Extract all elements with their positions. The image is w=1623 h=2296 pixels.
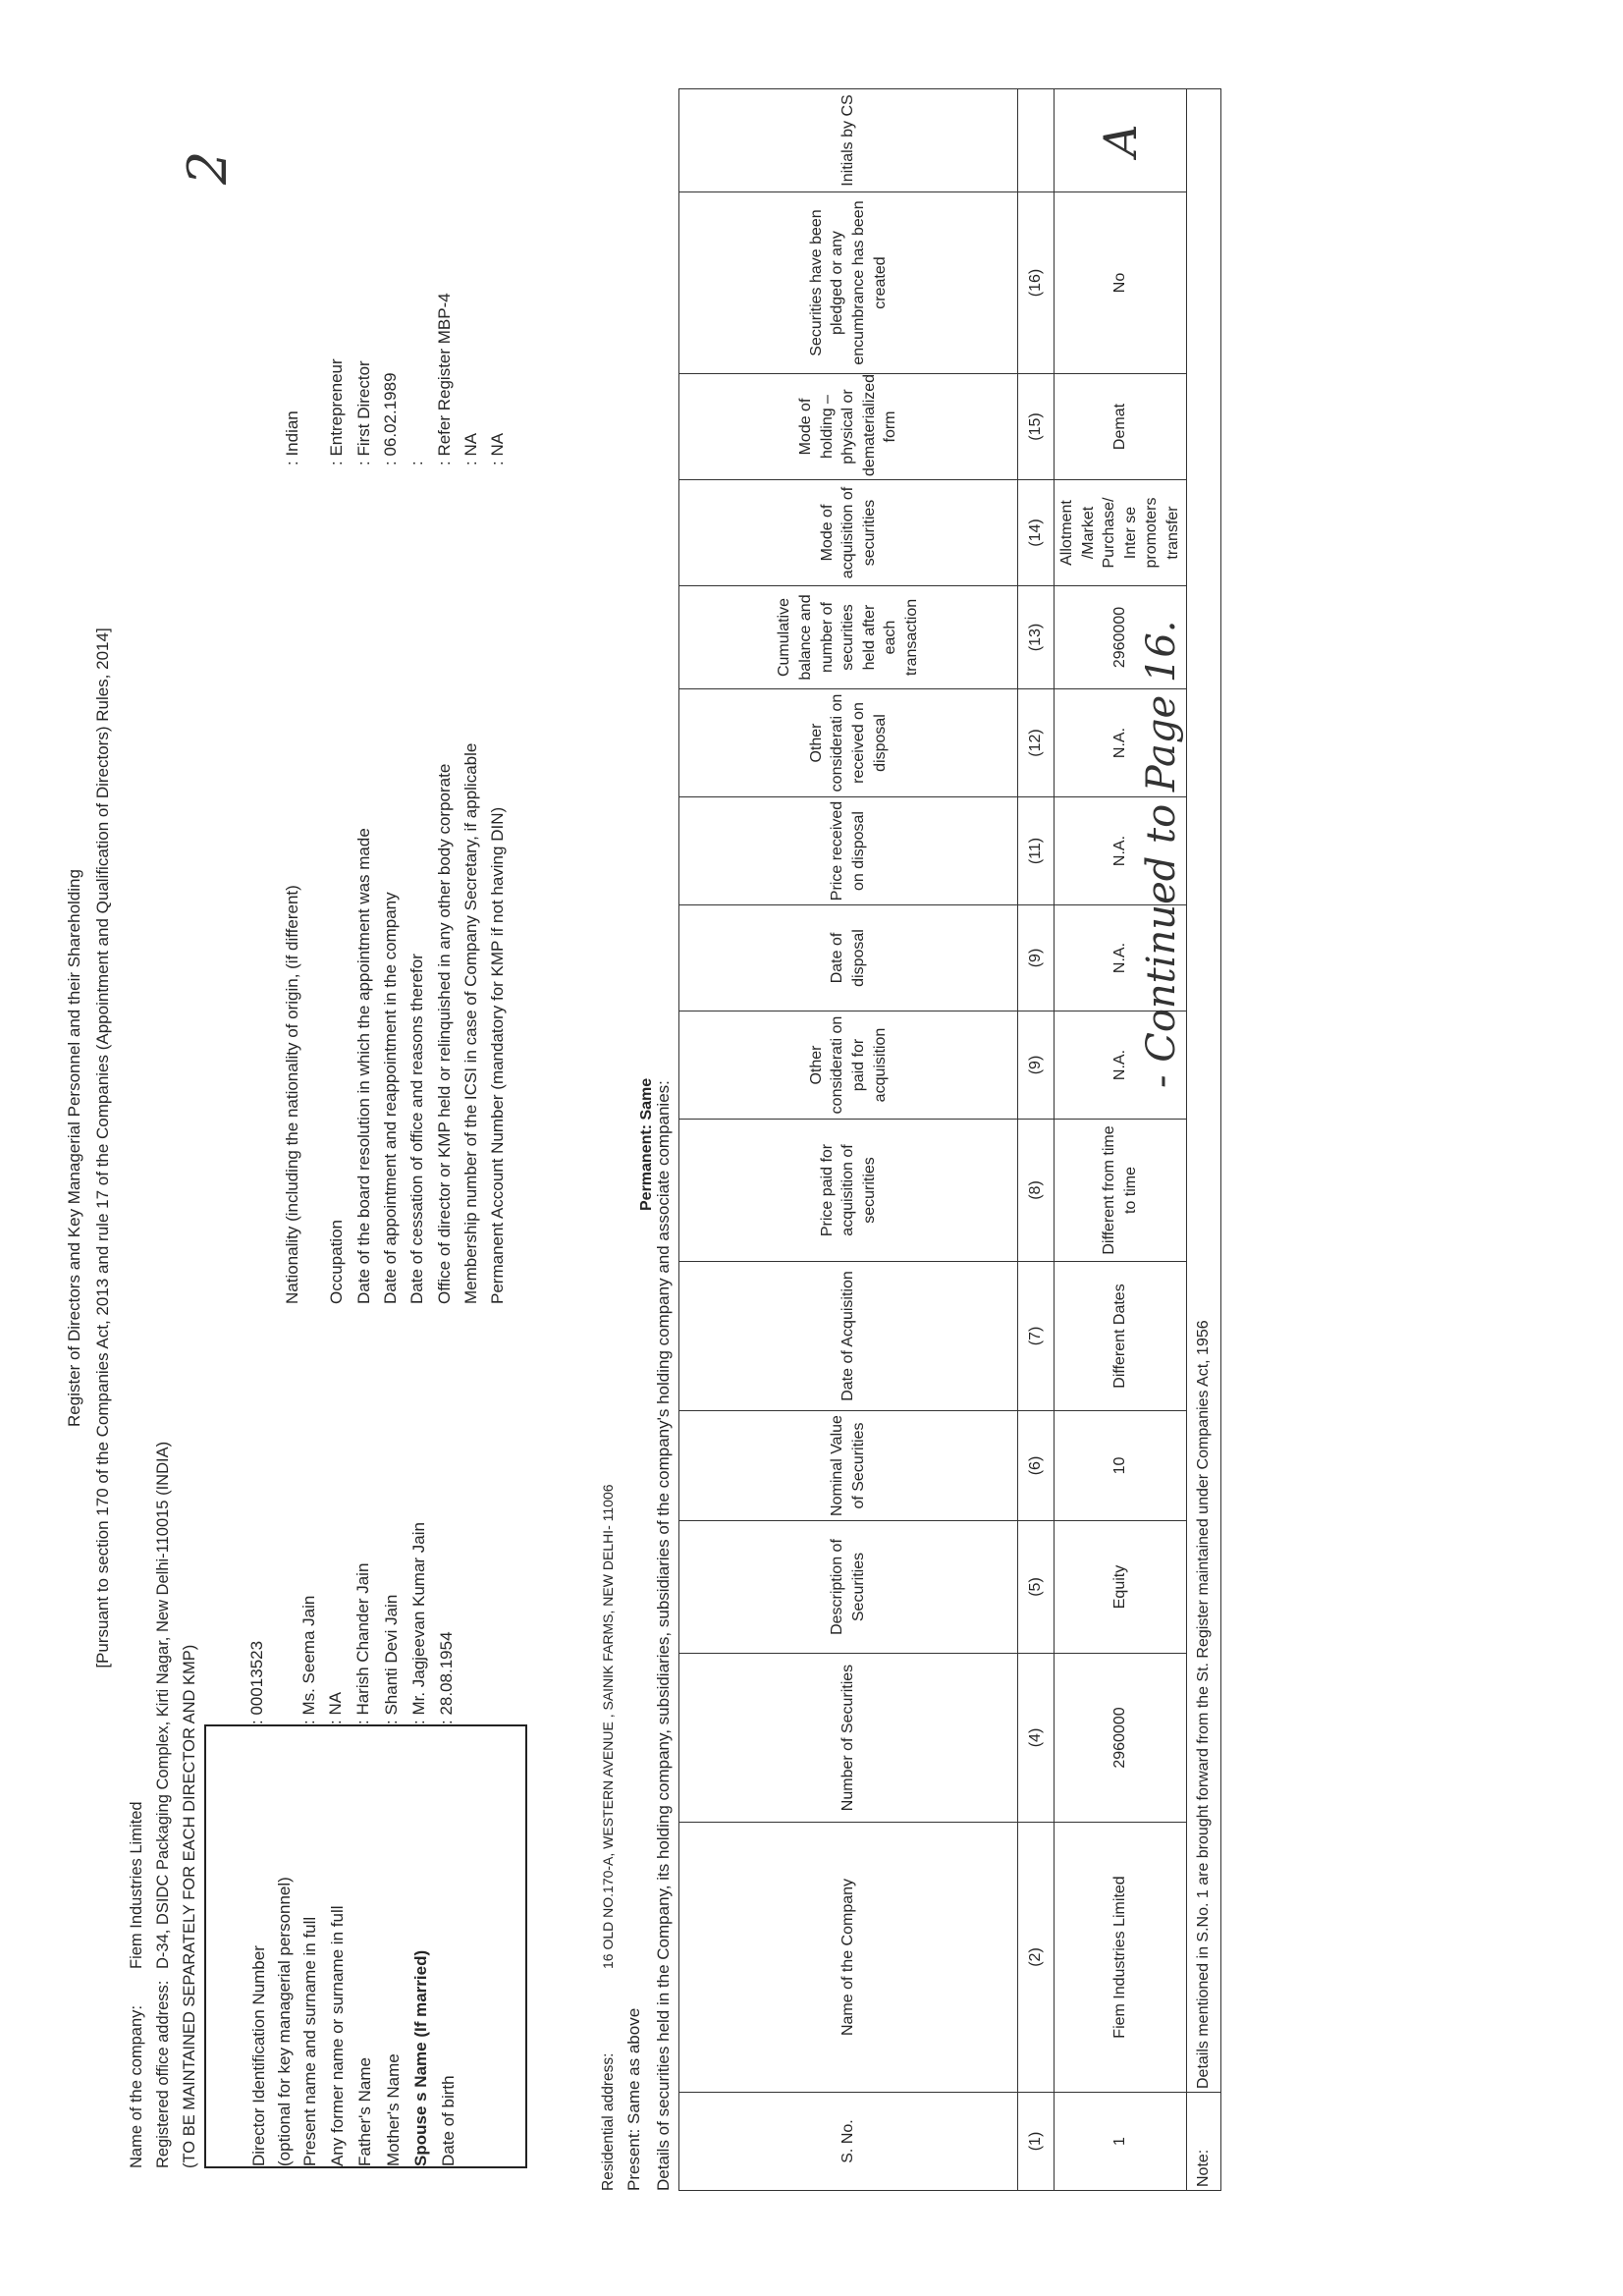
- column-number: (5): [1018, 1521, 1055, 1654]
- cell-nominal-value: 10: [1055, 1411, 1187, 1521]
- register-subtitle: [Pursuant to section 170 of the Companies Act, 2013 and rule 17 of the Companies (Appointment and Qualification of Directors) Rules, 2014]: [93, 628, 112, 1668]
- former-name-value: : NA: [326, 1691, 345, 1724]
- column-number-row: [1018, 89, 1055, 2191]
- header-mode-of-holding: Mode of holding – physical or dematerialized form: [679, 374, 1018, 480]
- company-name-label: Name of the company:: [128, 2005, 145, 2168]
- residential-label: Residential address:: [600, 2052, 617, 2191]
- header-initials: Initials by CS: [679, 89, 1018, 192]
- cell-mode-of-acquisition: Allotment /Market Purchase/ Inter se promoters transfer: [1055, 480, 1187, 586]
- residential-value: 16 OLD NO.170-A, WESTERN AVENUE , SAINIK FARMS, NEW DELHI- 11006: [600, 1484, 616, 1969]
- former-name-label: Any former name or surname in full: [328, 1905, 347, 2166]
- header-mode-of-acquisition: Mode of acquisition of securities: [679, 480, 1018, 586]
- nationality-value: : Indian: [283, 410, 301, 465]
- cell-cumulative-balance: 2960000: [1055, 586, 1187, 689]
- header-number-of-securities: Number of Securities: [679, 1654, 1018, 1823]
- father-name-label: Father's Name: [355, 2057, 374, 2166]
- securities-table: [678, 88, 1221, 2191]
- column-number: (2): [1018, 1823, 1055, 2093]
- cell-other-consideration-paid: N.A.: [1055, 1011, 1187, 1120]
- cell-pledged: No: [1055, 192, 1187, 374]
- column-number: (4): [1018, 1654, 1055, 1823]
- column-number: (12): [1018, 689, 1055, 797]
- header-acquisition-date: Date of Acquisition: [679, 1262, 1018, 1411]
- column-number: (13): [1018, 586, 1055, 689]
- header-other-consideration-received: Other considerati on received on disposal: [679, 689, 1018, 797]
- company-name-value: Fiem Industries Limited: [128, 1801, 145, 1969]
- mother-name-value: : Shanti Devi Jain: [382, 1594, 401, 1724]
- header-company-name: Name of the Company: [679, 1823, 1018, 2093]
- mother-name-label: Mother's Name: [384, 2053, 403, 2166]
- header-price-paid: Price paid for acquisition of securities: [679, 1120, 1018, 1262]
- maintain-note: (TO BE MAINTAINED SEPARATELY FOR EACH DIRECTOR AND KMP): [181, 1644, 198, 2168]
- column-number: [1018, 89, 1055, 192]
- occupation-value: : Entrepreneur: [327, 358, 346, 465]
- spouse-name-value: : Mr. Jagjeevan Kumar Jain: [409, 1522, 428, 1724]
- pan-value: : NA: [488, 432, 507, 465]
- column-number: (1): [1018, 2093, 1055, 2191]
- office-address-label: Registered office address:: [154, 1980, 172, 2168]
- dob-value: : 28.08.1954: [437, 1631, 456, 1724]
- note-text: Details mentioned in S.No. 1 are brought forward from the St. Register maintained under Companies Act, 1956: [1186, 89, 1220, 2093]
- name-label: Present name and surname in full: [300, 1916, 319, 2166]
- cell-company-name: Fiem Industries Limited: [1055, 1823, 1187, 2093]
- note-label: Note:: [1186, 2093, 1220, 2191]
- note-row: [1186, 89, 1220, 2191]
- column-number: (16): [1018, 192, 1055, 374]
- pan-label: Permanent Account Number (mandatory for KMP if not having DIN): [488, 806, 507, 1304]
- icsi-label: Membership number of the ICSI in case of Company Secretary, if applicable: [461, 742, 480, 1304]
- permanent-address: Permanent: Same: [638, 1077, 655, 1211]
- cell-sno: 1: [1055, 2093, 1187, 2191]
- board-resolution-value: : First Director: [354, 360, 373, 465]
- appointment-label: Date of appointment and reappointment in the company: [381, 892, 400, 1304]
- header-description: Description of Securities: [679, 1521, 1018, 1654]
- cell-disposal-date: N.A.: [1055, 905, 1187, 1011]
- din-label: Director Identification Number: [249, 1945, 268, 2166]
- column-number: (15): [1018, 374, 1055, 480]
- column-number: (9): [1018, 1011, 1055, 1120]
- din-value: : 00013523: [247, 1640, 266, 1724]
- cell-initials-signature: A: [1055, 89, 1187, 192]
- icsi-value: : NA: [461, 432, 480, 465]
- spouse-name-label: Spouse s Name (If married): [411, 1949, 430, 2166]
- column-number: (14): [1018, 480, 1055, 586]
- cell-price-paid: Different from time to time: [1055, 1120, 1187, 1262]
- header-sno: S. No.: [679, 2093, 1018, 2191]
- board-resolution-label: Date of the board resolution in which the appointment was made: [354, 828, 373, 1304]
- cell-price-received: N.A.: [1055, 797, 1187, 905]
- occupation-label: Occupation: [327, 1220, 346, 1304]
- column-number: (8): [1018, 1120, 1055, 1262]
- handwritten-continued-note: - Continued to Page 16.: [1139, 620, 1184, 1088]
- cell-description: Equity: [1055, 1521, 1187, 1654]
- register-title: Register of Directors and Key Managerial Personnel and their Shareholding: [65, 869, 83, 1427]
- father-name-value: : Harish Chander Jain: [353, 1562, 372, 1724]
- securities-caption: Details of securities held in the Company, its holding company, subsidiaries, subsidiaries of the company's holding company and associate companies:: [654, 1080, 673, 2191]
- header-disposal-date: Date of disposal: [679, 905, 1018, 1011]
- column-number: (9): [1018, 905, 1055, 1011]
- cell-acquisition-date: Different Dates: [1055, 1262, 1187, 1411]
- office-address-value: D-34, DSIDC Packaging Complex, Kirti Nagar, New Delhi-110015 (INDIA): [154, 1441, 172, 1969]
- table-header-row: [679, 89, 1018, 2191]
- header-price-received: Price received on disposal: [679, 797, 1018, 905]
- table-row: [1055, 89, 1187, 2191]
- cell-number-of-securities: 2960000: [1055, 1654, 1187, 1823]
- name-value: : Ms. Seema Jain: [299, 1595, 318, 1724]
- column-number: (6): [1018, 1411, 1055, 1521]
- other-office-label: Office of director or KMP held or relinquished in any other body corporate: [435, 763, 454, 1304]
- header-other-consideration-paid: Other considerati on paid for acquisition: [679, 1011, 1018, 1120]
- column-number: (7): [1018, 1262, 1055, 1411]
- header-cumulative-balance: Cumulative balance and number of securities held after each transaction: [679, 586, 1018, 689]
- present-address: Present: Same as above: [624, 2007, 643, 2191]
- nationality-label: Nationality (including the nationality of origin, (if different): [283, 885, 301, 1304]
- cessation-value: :: [407, 461, 426, 465]
- dob-label: Date of birth: [439, 2075, 458, 2166]
- handwritten-page-mark: 2: [177, 150, 239, 185]
- cell-other-consideration-received: N.A.: [1055, 689, 1187, 797]
- column-number: (11): [1018, 797, 1055, 905]
- header-nominal-value: Nominal Value of Securities: [679, 1411, 1018, 1521]
- appointment-value: : 06.02.1989: [381, 372, 400, 465]
- header-pledged: Securities have been pledged or any encumbrance has been created: [679, 192, 1018, 374]
- other-office-value: : Refer Register MBP-4: [435, 293, 454, 465]
- director-identity-box: [204, 1724, 527, 2168]
- cell-mode-of-holding: Demat: [1055, 374, 1187, 480]
- cessation-label: Date of cessation of office and reasons therefor: [407, 954, 426, 1304]
- din-sublabel: (optional for key managerial personnel): [275, 1877, 294, 2166]
